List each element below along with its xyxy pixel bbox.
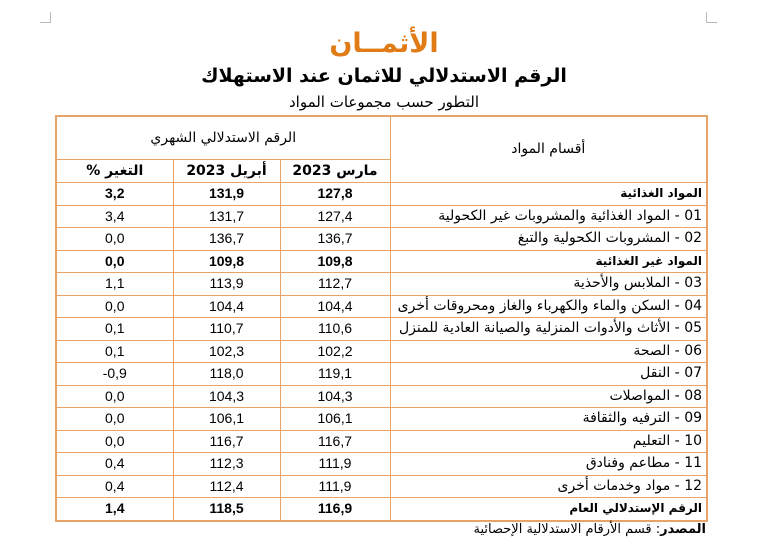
table-row	[56, 363, 707, 386]
change-value: 0,0	[56, 228, 173, 251]
category-label: المواد غير الغذائية	[390, 250, 707, 273]
march-value: 104,3	[280, 385, 390, 408]
table-header-row	[56, 116, 707, 160]
march-value: 136,7	[280, 228, 390, 251]
change-value: 0,0	[56, 250, 173, 273]
category-label: 08 - المواصلات	[390, 385, 707, 408]
change-value: 1,4	[56, 498, 173, 521]
april-column-header: أبريل 2023	[173, 160, 280, 183]
april-value: 110,7	[173, 318, 280, 341]
price-index-table	[55, 115, 708, 522]
change-value: 0,0	[56, 408, 173, 431]
march-value: 106,1	[280, 408, 390, 431]
category-label: 09 - الترفيه والثقافة	[390, 408, 707, 431]
source-label: المصدر	[660, 522, 706, 537]
april-value: 104,3	[173, 385, 280, 408]
march-value: 109,8	[280, 250, 390, 273]
change-value: 0,1	[56, 340, 173, 363]
april-value: 104,4	[173, 295, 280, 318]
table-row	[56, 183, 707, 206]
change-value: 0,4	[56, 475, 173, 498]
table-row	[56, 385, 707, 408]
table-row	[56, 408, 707, 431]
table-row	[56, 273, 707, 296]
category-label: 04 - السكن والماء والكهرباء والغاز ومحروقات أخرى	[390, 295, 707, 318]
april-value: 112,3	[173, 453, 280, 476]
category-label: 10 - التعليم	[390, 430, 707, 453]
march-value: 116,7	[280, 430, 390, 453]
category-label: 06 - الصحة	[390, 340, 707, 363]
change-column-header: التغير %	[56, 160, 173, 183]
change-value: -0,9	[56, 363, 173, 386]
april-value: 131,7	[173, 205, 280, 228]
change-value: 3,4	[56, 205, 173, 228]
march-value: 119,1	[280, 363, 390, 386]
change-value: 0,1	[56, 318, 173, 341]
table-row	[56, 498, 707, 521]
table-row	[56, 430, 707, 453]
table-row	[56, 453, 707, 476]
document-subtitle: الرقم الاستدلالي للاثمان عند الاستهلاك	[201, 65, 567, 87]
monthly-index-header: الرقم الاستدلالي الشهري	[56, 116, 390, 160]
march-value: 102,2	[280, 340, 390, 363]
category-label: 02 - المشروبات الكحولية والتبغ	[390, 228, 707, 251]
table-row	[56, 318, 707, 341]
category-label: 05 - الأثاث والأدوات المنزلية والصيانة العادية للمنزل	[390, 318, 707, 341]
april-value: 109,8	[173, 250, 280, 273]
change-value: 0,0	[56, 430, 173, 453]
page-title: الأثمــان	[329, 28, 439, 59]
april-value: 136,7	[173, 228, 280, 251]
category-label: المواد الغذائية	[390, 183, 707, 206]
change-value: 1,1	[56, 273, 173, 296]
table-row	[56, 228, 707, 251]
march-column-header: مارس 2023	[280, 160, 390, 183]
march-value: 127,4	[280, 205, 390, 228]
source-note	[470, 521, 706, 539]
change-value: 0,0	[56, 385, 173, 408]
march-value: 111,9	[280, 453, 390, 476]
category-label: 07 - النقل	[390, 363, 707, 386]
table-row	[56, 250, 707, 273]
march-value: 110,6	[280, 318, 390, 341]
category-label: 03 - الملابس والأحذية	[390, 273, 707, 296]
category-label: 11 - مطاعم وفنادق	[390, 453, 707, 476]
change-value: 3,2	[56, 183, 173, 206]
march-value: 112,7	[280, 273, 390, 296]
march-value: 127,8	[280, 183, 390, 206]
page-corner-mark	[706, 12, 717, 23]
table-row	[56, 475, 707, 498]
source-text: : قسم الأرقام الاستدلالية الإحصائية	[473, 522, 661, 537]
april-value: 118,5	[173, 498, 280, 521]
april-value: 113,9	[173, 273, 280, 296]
march-value: 111,9	[280, 475, 390, 498]
document-subheading: التطور حسب مجموعات المواد	[288, 93, 480, 111]
category-label: 01 - المواد الغذائية والمشروبات غير الكحولية	[390, 205, 707, 228]
change-value: 0,0	[56, 295, 173, 318]
change-value: 0,4	[56, 453, 173, 476]
april-value: 116,7	[173, 430, 280, 453]
table-row	[56, 340, 707, 363]
april-value: 106,1	[173, 408, 280, 431]
april-value: 118,0	[173, 363, 280, 386]
april-value: 131,9	[173, 183, 280, 206]
table-row	[56, 205, 707, 228]
april-value: 102,3	[173, 340, 280, 363]
category-label: الرقم الإستدلالي العام	[390, 498, 707, 521]
april-value: 112,4	[173, 475, 280, 498]
category-label: 12 - مواد وخدمات أخرى	[390, 475, 707, 498]
march-value: 104,4	[280, 295, 390, 318]
page-corner-mark	[40, 12, 51, 23]
march-value: 116,9	[280, 498, 390, 521]
category-header: أقسام المواد	[390, 116, 707, 183]
table-row	[56, 295, 707, 318]
